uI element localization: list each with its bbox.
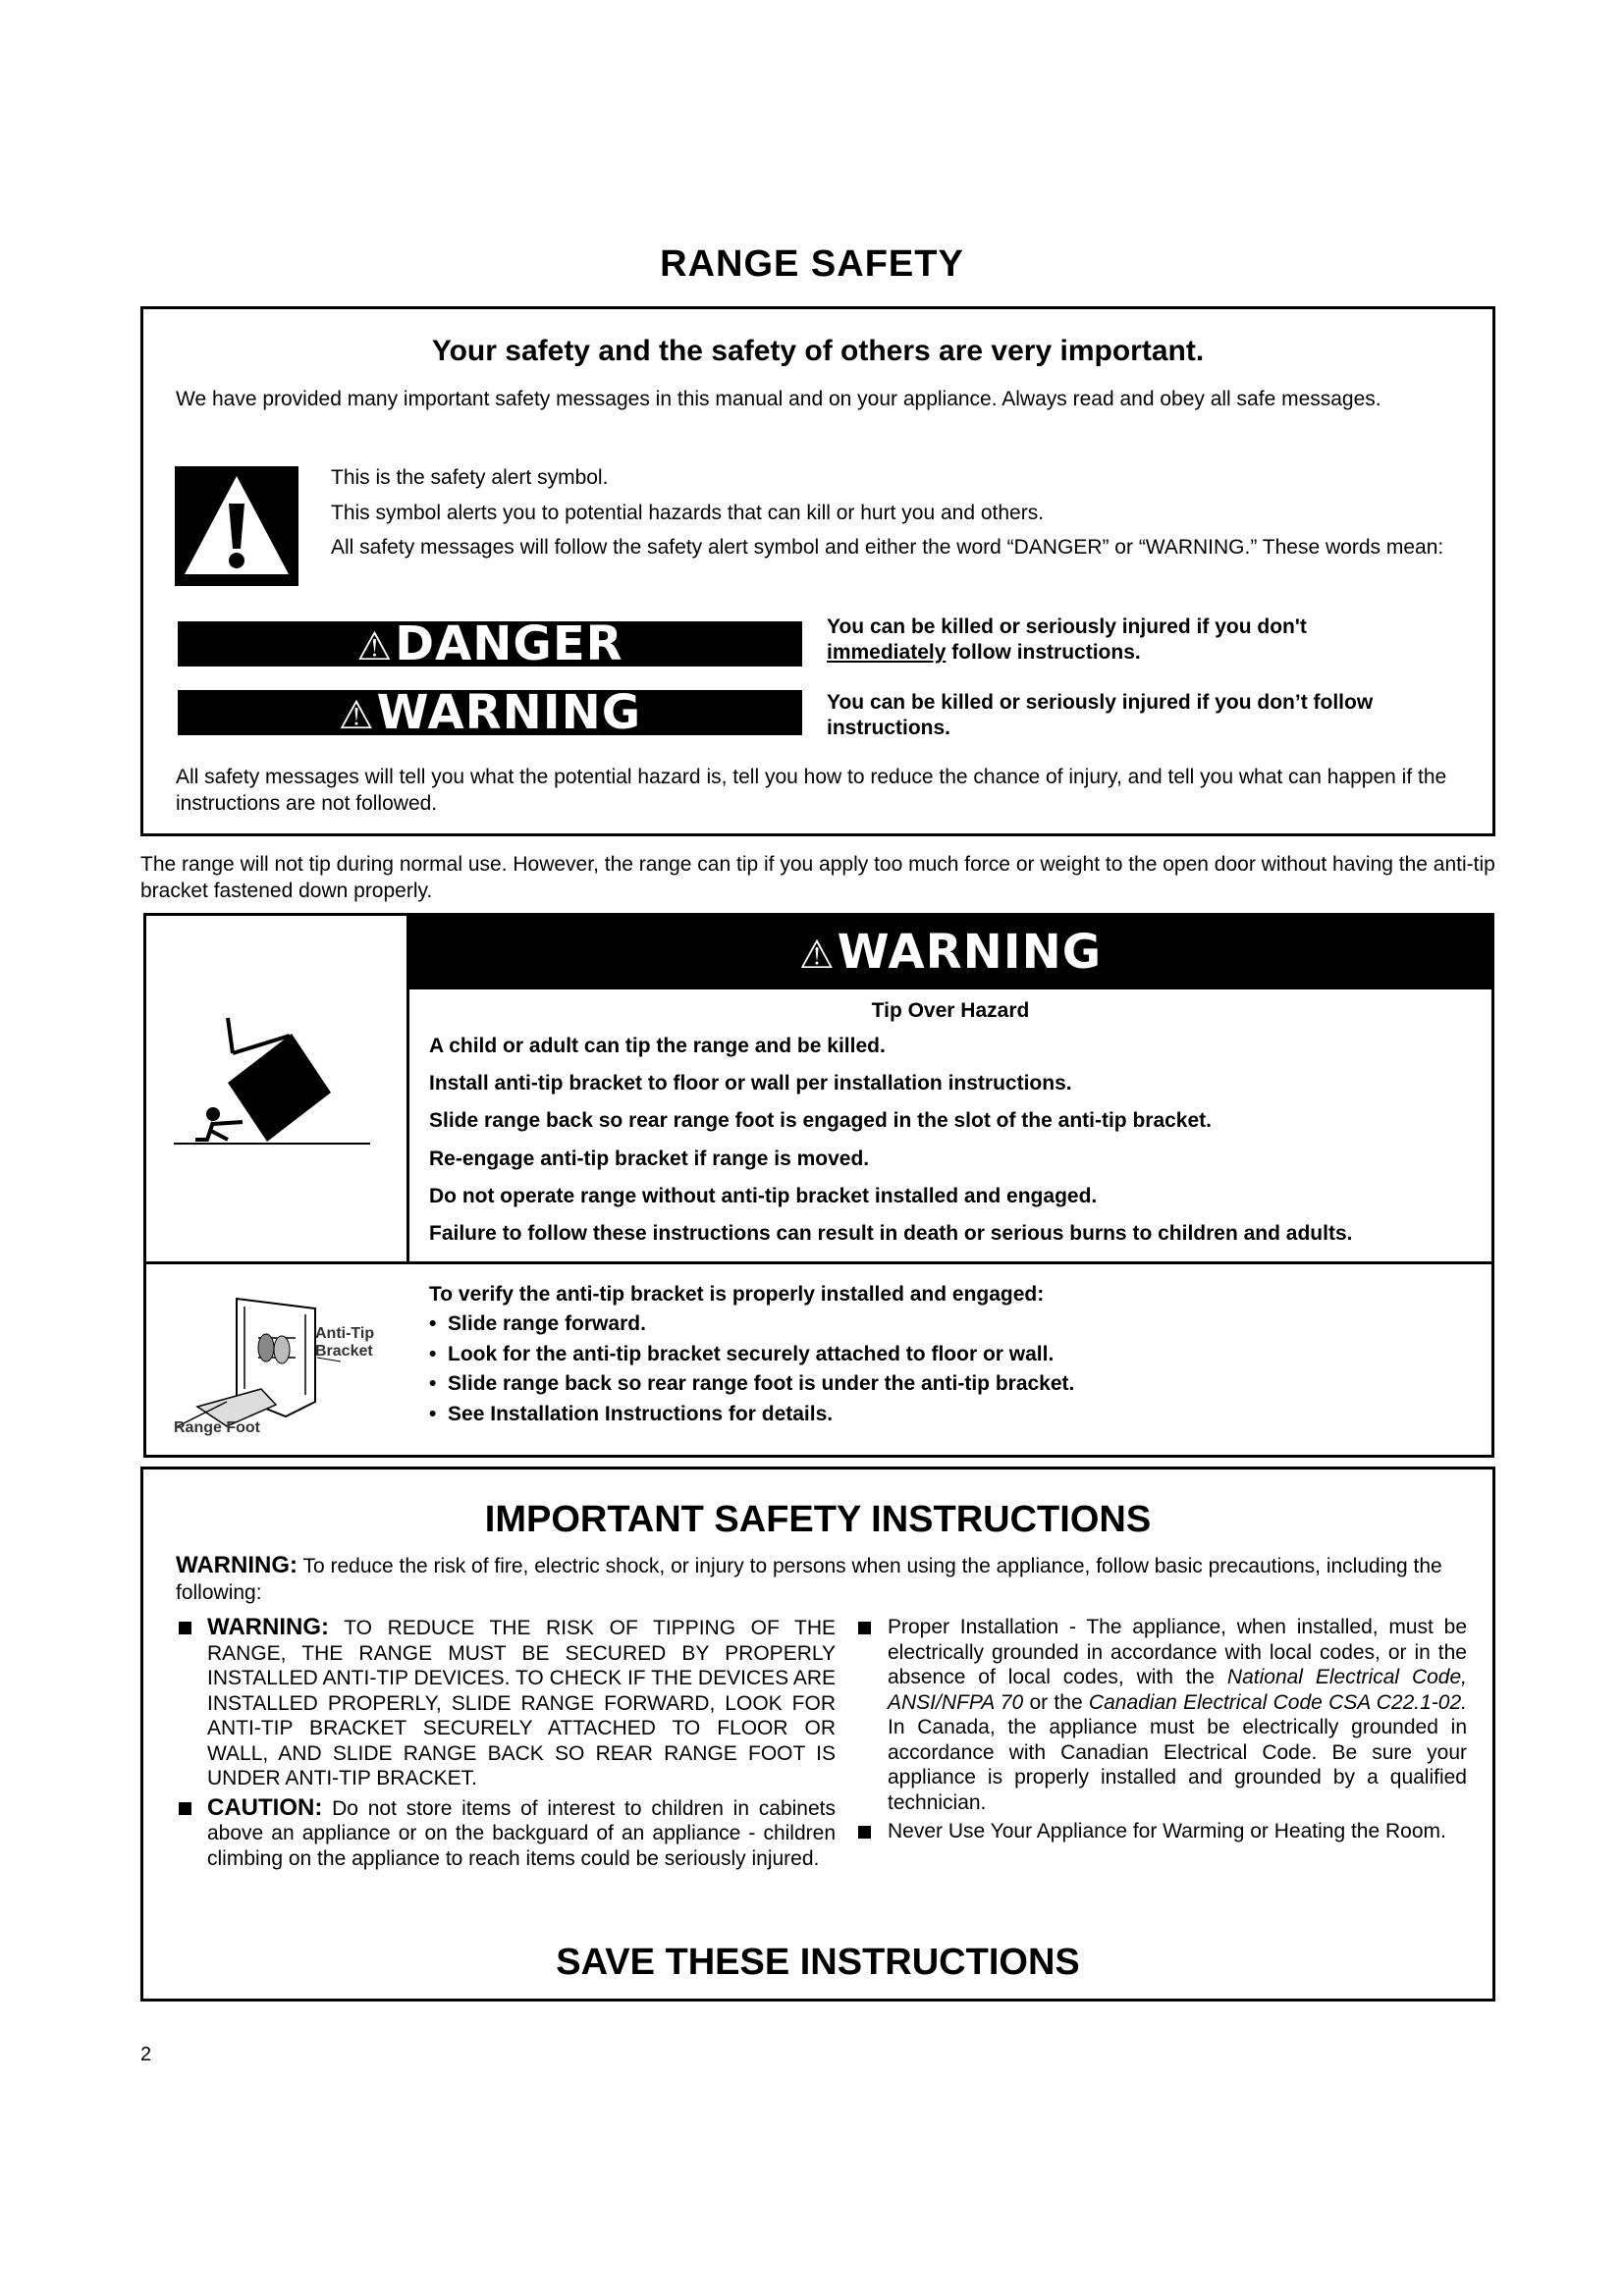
left-item-2 [176, 1795, 836, 1872]
important-safety-box [140, 1467, 1495, 2002]
right-item-1-cec: Canadian Electrical Code CSA C22.1-02. [1088, 1690, 1467, 1714]
safety-heading: Your safety and the safety of others are very important. [431, 335, 1205, 367]
tip-paragraph: The range will not tip during normal use. However, the range can tip if you apply too much force or weight to the open door without having the anti-tip bracket fastened down properly. [140, 853, 1495, 902]
warning-text: You can be killed or seriously injured if you don’t follow instructions. [827, 691, 1374, 739]
verify-item-4-text: See Installation Instructions for details. [448, 1403, 834, 1425]
left-item-1-lead: WARNING: [207, 1614, 329, 1640]
page-number: 2 [140, 2044, 152, 2065]
tip-hazard-title: Tip Over Hazard [871, 999, 1030, 1022]
left-item-2-body: Do not store items of interest to children in cabinets above an appliance or on the backguard of an appliance - children climbing on the appliance to reach items could be seriously injured. [207, 1796, 836, 1870]
danger-alert-icon: ⚠ [356, 624, 394, 669]
tip-line-5: Do not operate range without anti-tip bracket installed and engaged. [429, 1185, 1098, 1207]
range-foot-label: Range Foot [174, 1419, 260, 1436]
warning-label: WARNING [376, 685, 642, 740]
tip-warning-label: WARNING [837, 925, 1103, 980]
danger-text-immediately: immediately [827, 641, 947, 664]
right-column [858, 1615, 1467, 1844]
right-item-1 [858, 1615, 1467, 1815]
safety-alert-box [140, 306, 1495, 836]
tip-line-1: A child or adult can tip the range and be killed. [429, 1035, 886, 1057]
danger-label: DANGER [395, 616, 623, 671]
tip-over-warning-box [143, 913, 1494, 1458]
tip-warning-alert-icon: ⚠ [798, 933, 836, 978]
alert-line-3: All safety messages will follow the safety alert symbol and either the word “DANGER” or “WARNING.” These words mean: [331, 536, 1444, 559]
anti-tip-bracket-label [315, 1325, 374, 1361]
verify-item-2: • Look for the anti-tip bracket securely attached to floor or wall. [429, 1343, 1055, 1365]
verify-item-2-text: Look for the anti-tip bracket securely attached to floor or wall. [448, 1343, 1055, 1365]
warning-alert-icon: ⚠ [338, 693, 375, 738]
tip-mid-divider [146, 1261, 1491, 1264]
tip-line-4: Re-engage anti-tip bracket if range is moved. [429, 1148, 870, 1170]
left-item-1-text [207, 1615, 836, 1791]
tip-line-3: Slide range back so rear range foot is engaged in the slot of the anti-tip bracket. [429, 1109, 1212, 1132]
bullet-icon [179, 1622, 191, 1634]
anti-tip-bracket-label-line-1: Anti-Tip [315, 1325, 375, 1342]
important-warning-intro: To reduce the risk of fire, electric shock, or injury to persons when using the appliance, follow basic precautions, including the following: [176, 1555, 1442, 1604]
alert-line-1: This is the safety alert symbol. [331, 466, 609, 489]
left-item-2-lead: CAUTION: [207, 1793, 323, 1821]
important-warning-word: WARNING: [176, 1552, 298, 1578]
right-item-2-text: Never Use Your Appliance for Warming or Heating the Room. [888, 1820, 1446, 1842]
left-item-2-text [207, 1795, 836, 1872]
verify-item-3-text: Slide range back so rear range foot is under the anti-tip bracket. [448, 1372, 1075, 1395]
right-item-1-c: or the [1029, 1690, 1083, 1714]
save-instructions-title: SAVE THESE INSTRUCTIONS [556, 1942, 1080, 1983]
verify-item-1-text: Slide range forward. [448, 1312, 646, 1335]
right-item-2 [858, 1819, 1467, 1844]
right-item-1-text [888, 1615, 1467, 1815]
danger-text [827, 614, 1485, 666]
left-item-1 [176, 1615, 836, 1791]
safety-alert-symbol-icon [175, 466, 298, 586]
tip-over-illustration [174, 1014, 370, 1151]
anti-tip-bracket-label-line-2: Bracket [315, 1343, 373, 1360]
page-title: RANGE SAFETY [660, 243, 964, 285]
safety-intro: We have provided many important safety messages in this manual and on your appliance. Always read and obey all safe messages. [176, 388, 1381, 410]
tip-line-6: Failure to follow these instructions can result in death or serious burns to children and adults. [429, 1222, 1353, 1245]
danger-text-a: You can be killed or seriously injured if you don't [827, 615, 1307, 638]
right-item-1-nec: National Electrical Code, ANSI/NFPA 70 [888, 1666, 1467, 1714]
verify-item-4: • See Installation Instructions for details. [429, 1403, 834, 1425]
verify-item-1: • Slide range forward. [429, 1312, 646, 1335]
alert-line-2: This symbol alerts you to potential hazards that can kill or hurt you and others. [331, 502, 1045, 524]
bullet-icon [858, 1826, 871, 1839]
safety-footer: All safety messages will tell you what the potential hazard is, tell you how to reduce the chance of injury, and tell you what can happen if the instructions are not followed. [176, 766, 1447, 815]
tip-line-2: Install anti-tip bracket to floor or wall per installation instructions. [429, 1072, 1072, 1095]
bullet-icon [179, 1802, 191, 1815]
right-item-1-a: Proper Installation - The appliance, when installed, must be electrically grounded in accordance with local codes, or in the absence of local codes, with the [888, 1616, 1467, 1688]
important-intro [176, 1552, 1452, 1606]
left-item-1-body: TO REDUCE THE RISK OF TIPPING OF THE RANGE, THE RANGE MUST BE SECURED BY PROPERLY INSTALLED ANTI-TIP DEVICES. TO CHECK IF THE DEVICES ARE INSTALLED PROPERLY, SLIDE RANGE FORWARD, LOOK FOR ANTI-TIP BRACKET SECURELY ATTACHED TO FLOOR OR WALL, AND SLIDE RANGE BACK SO REAR RANGE FOOT IS UNDER ANTI-TIP BRACKET. [207, 1617, 836, 1789]
bullet-icon [858, 1622, 871, 1634]
verify-item-3: • Slide range back so rear range foot is under the anti-tip bracket. [429, 1372, 1075, 1395]
warning-signal-bar [178, 685, 802, 740]
danger-signal-bar [178, 616, 802, 671]
important-title: IMPORTANT SAFETY INSTRUCTIONS [484, 1499, 1152, 1540]
right-item-1-e: In Canada, the appliance must be electrically grounded in accordance with Canadian Electrical Code. Be sure your appliance is properly installed and grounded by a qualified technician. [888, 1716, 1467, 1814]
danger-text-c: follow instructions. [951, 641, 1141, 664]
verify-title: To verify the anti-tip bracket is properly installed and engaged: [429, 1283, 1045, 1306]
tip-warning-bar [409, 916, 1491, 989]
left-column [176, 1615, 836, 1871]
